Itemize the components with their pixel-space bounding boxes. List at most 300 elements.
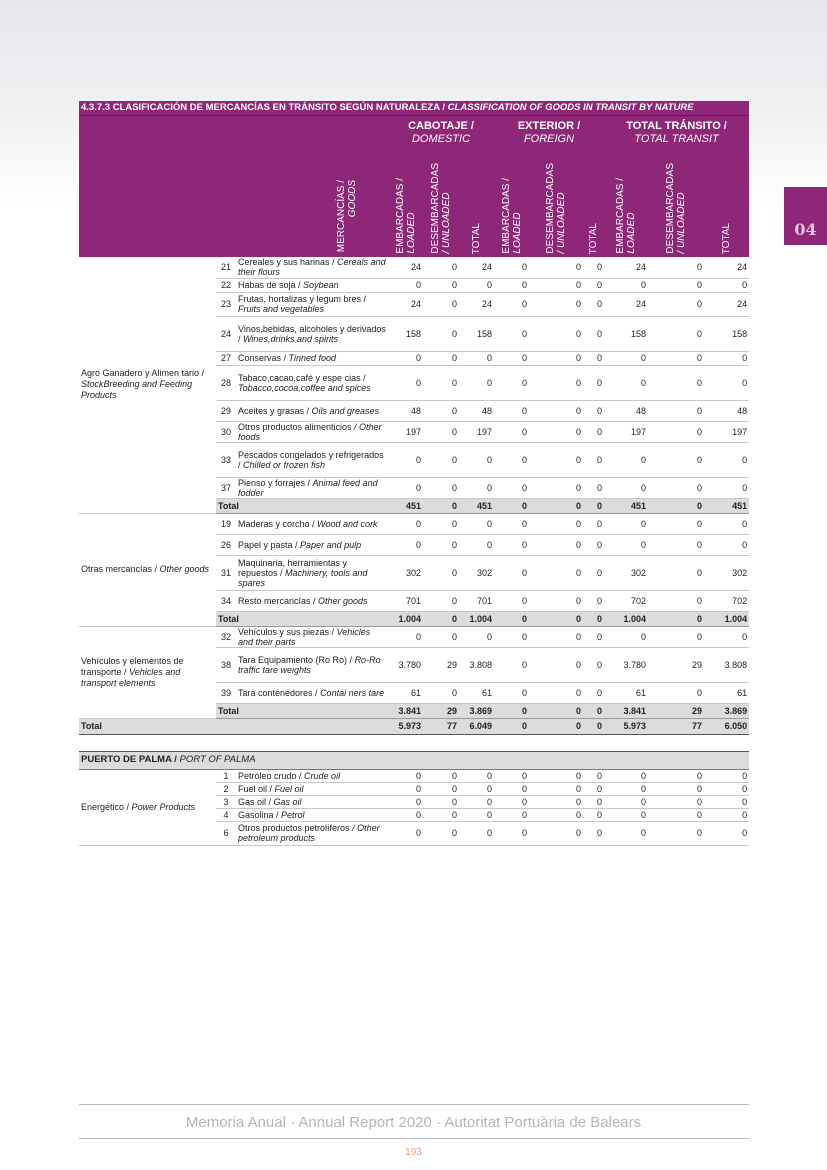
value-cell: 0 (648, 477, 704, 498)
value-cell: 0 (604, 351, 648, 365)
table-title-row (79, 101, 749, 116)
value-cell: 0 (604, 442, 648, 477)
value-cell: 1.004 (604, 611, 648, 626)
value-cell: 0 (529, 400, 583, 421)
goods-description: Papel y pasta / Paper and pulp (236, 534, 388, 555)
goods-description: Aceites y grasas / Oils and greases (236, 400, 388, 421)
value-cell: 0 (648, 626, 704, 647)
value-cell: 0 (704, 351, 749, 365)
value-cell: 0 (494, 795, 529, 808)
value-cell: 0 (494, 682, 529, 703)
value-cell: 0 (423, 513, 459, 534)
goods-description: Frutas, hortalizas y legum bres / Fruits and vegetables (236, 292, 388, 316)
value-cell: 0 (494, 442, 529, 477)
value-cell: 48 (388, 400, 423, 421)
value-cell: 0 (494, 400, 529, 421)
goods-description: Habas de soja / Soybean (236, 278, 388, 292)
value-cell: 451 (388, 498, 423, 513)
value-cell: 77 (648, 718, 704, 734)
goods-code: 19 (216, 513, 236, 534)
value-cell: 0 (423, 534, 459, 555)
col-dom-total: TOTAL (471, 222, 482, 254)
value-cell: 702 (704, 590, 749, 611)
subtotal-label: Total (216, 498, 388, 513)
value-cell: 0 (459, 477, 494, 498)
value-cell: 0 (423, 257, 459, 278)
group-foreign: EXTERIOR / FOREIGN (494, 116, 604, 151)
col-tot-loaded: EMBARCADAS / LOADED (615, 178, 637, 254)
subtotal-label: Total (216, 703, 388, 718)
value-cell: 0 (494, 718, 529, 734)
goods-code: 33 (216, 442, 236, 477)
goods-code: 30 (216, 421, 236, 442)
goods-description: Gas oil / Gas oil (236, 795, 388, 808)
port-palma-title-row (79, 751, 749, 769)
col-for-loaded: EMBARCADAS / LOADED (500, 178, 523, 254)
col-dom-unloaded: DESEMBARCADAS / UNLOADED (430, 163, 452, 254)
value-cell: 0 (648, 682, 704, 703)
goods-code: 2 (216, 782, 236, 795)
value-cell: 0 (648, 590, 704, 611)
table-row (79, 769, 749, 782)
value-cell: 0 (583, 718, 604, 734)
value-cell: 0 (494, 555, 529, 590)
value-cell: 0 (583, 795, 604, 808)
value-cell: 0 (423, 292, 459, 316)
value-cell: 0 (494, 611, 529, 626)
value-cell: 0 (648, 498, 704, 513)
value-cell: 0 (494, 808, 529, 821)
value-cell: 0 (529, 718, 583, 734)
value-cell: 0 (459, 626, 494, 647)
value-cell: 24 (459, 257, 494, 278)
value-cell: 0 (388, 278, 423, 292)
value-cell: 6.050 (704, 718, 749, 734)
value-cell: 0 (529, 477, 583, 498)
value-cell: 0 (704, 808, 749, 821)
value-cell: 302 (604, 555, 648, 590)
value-cell: 0 (459, 821, 494, 845)
col-for-total: TOTAL (588, 222, 599, 254)
value-cell: 0 (604, 278, 648, 292)
value-cell: 0 (529, 626, 583, 647)
value-cell: 0 (459, 278, 494, 292)
value-cell: 0 (583, 257, 604, 278)
goods-description: Pescados congelados y refrigerados / Chilled or frozen fish (236, 442, 388, 477)
value-cell: 0 (529, 795, 583, 808)
goods-description: Conservas / Tinned food (236, 351, 388, 365)
value-cell: 1.004 (388, 611, 423, 626)
value-cell: 0 (704, 278, 749, 292)
table-row (79, 513, 749, 534)
value-cell: 0 (423, 555, 459, 590)
value-cell: 24 (388, 257, 423, 278)
value-cell: 24 (459, 292, 494, 316)
value-cell: 0 (604, 821, 648, 845)
value-cell: 0 (648, 292, 704, 316)
value-cell: 0 (459, 795, 494, 808)
goods-description: Otros productos petrolíferos / Other petroleum products (236, 821, 388, 845)
value-cell: 0 (648, 795, 704, 808)
value-cell: 24 (704, 257, 749, 278)
goods-description: Maquinaria, herramientas y repuestos / Machinery, tools and spares (236, 555, 388, 590)
column-header-row (79, 150, 749, 257)
value-cell: 0 (648, 821, 704, 845)
category-label: Vehículos y elementos de transporte / Vehicles and transport elements (79, 626, 216, 718)
value-cell: 0 (494, 278, 529, 292)
value-cell: 0 (648, 365, 704, 400)
value-cell: 0 (494, 703, 529, 718)
value-cell: 0 (423, 477, 459, 498)
port-palma-title: PUERTO DE PALMA / PORT OF PALMA (79, 751, 749, 769)
goods-code: 32 (216, 626, 236, 647)
page-number: 193 (405, 1147, 422, 1158)
value-cell: 0 (494, 626, 529, 647)
footer-rule-bottom (79, 1138, 749, 1139)
goods-description: Cereales y sus harinas / Cereals and their flours (236, 257, 388, 278)
value-cell: 3.780 (388, 647, 423, 682)
value-cell: 0 (583, 351, 604, 365)
value-cell: 302 (704, 555, 749, 590)
value-cell: 701 (459, 590, 494, 611)
value-cell: 24 (704, 292, 749, 316)
value-cell: 0 (388, 477, 423, 498)
col-dom-loaded: EMBARCADAS / LOADED (394, 178, 417, 254)
value-cell: 0 (529, 316, 583, 351)
value-cell: 3.869 (704, 703, 749, 718)
footer-text: Memoria Anual · Annual Report 2020 · Autoritat Portuària de Balears (185, 1114, 642, 1131)
value-cell: 0 (388, 513, 423, 534)
value-cell: 0 (583, 682, 604, 703)
goods-description: Pienso y forrajes / Animal feed and fodder (236, 477, 388, 498)
goods-code: 29 (216, 400, 236, 421)
value-cell: 0 (529, 534, 583, 555)
value-cell: 0 (583, 292, 604, 316)
col-for-unloaded: DESEMBARCADAS / UNLOADED (545, 163, 567, 254)
table-row (79, 257, 749, 278)
category-label: Energético / Power Products (79, 769, 216, 845)
value-cell: 0 (459, 442, 494, 477)
category-label: Agro Ganadero y Alimen tario / StockBreeding and Feeding Products (79, 257, 216, 513)
value-cell: 0 (648, 257, 704, 278)
value-cell: 0 (494, 477, 529, 498)
value-cell: 0 (388, 534, 423, 555)
value-cell: 0 (459, 808, 494, 821)
value-cell: 0 (388, 626, 423, 647)
value-cell: 0 (704, 534, 749, 555)
value-cell: 0 (494, 421, 529, 442)
value-cell: 0 (423, 782, 459, 795)
value-cell: 0 (388, 821, 423, 845)
value-cell: 0 (423, 611, 459, 626)
value-cell: 0 (529, 703, 583, 718)
value-cell: 0 (583, 647, 604, 682)
value-cell: 0 (704, 626, 749, 647)
value-cell: 0 (583, 626, 604, 647)
value-cell: 0 (583, 513, 604, 534)
goods-code: 31 (216, 555, 236, 590)
value-cell: 0 (529, 647, 583, 682)
value-cell: 0 (494, 351, 529, 365)
goods-code: 6 (216, 821, 236, 845)
value-cell: 0 (648, 351, 704, 365)
value-cell: 5.973 (604, 718, 648, 734)
value-cell: 48 (704, 400, 749, 421)
value-cell: 0 (423, 795, 459, 808)
value-cell: 0 (583, 365, 604, 400)
goods-code: 1 (216, 769, 236, 782)
value-cell: 0 (423, 769, 459, 782)
goods-description: Otros productos alimenticios / Other foods (236, 421, 388, 442)
value-cell: 3.780 (604, 647, 648, 682)
spacer-row (79, 734, 749, 751)
value-cell: 197 (388, 421, 423, 442)
grand-total-label: Total (79, 718, 388, 734)
value-cell: 77 (423, 718, 459, 734)
value-cell: 0 (459, 365, 494, 400)
value-cell: 0 (648, 316, 704, 351)
value-cell: 61 (704, 682, 749, 703)
value-cell: 0 (529, 513, 583, 534)
value-cell: 0 (494, 769, 529, 782)
value-cell: 24 (604, 292, 648, 316)
chapter-number: 04 (794, 220, 817, 239)
value-cell: 1.004 (459, 611, 494, 626)
value-cell: 48 (604, 400, 648, 421)
value-cell: 0 (704, 442, 749, 477)
col-tot-total: TOTAL (721, 222, 733, 254)
value-cell: 0 (423, 498, 459, 513)
goods-description: Gasolina / Petrol (236, 808, 388, 821)
value-cell: 0 (583, 534, 604, 555)
value-cell: 0 (494, 292, 529, 316)
value-cell: 0 (529, 682, 583, 703)
value-cell: 0 (459, 534, 494, 555)
value-cell: 3.808 (459, 647, 494, 682)
subtotal-label: Total (216, 611, 388, 626)
value-cell: 3.808 (704, 647, 749, 682)
goods-code: 26 (216, 534, 236, 555)
value-cell: 0 (604, 626, 648, 647)
goods-code: 37 (216, 477, 236, 498)
value-cell: 0 (494, 821, 529, 845)
value-cell: 29 (648, 647, 704, 682)
value-cell: 61 (388, 682, 423, 703)
goods-description: Maderas y corcho / Wood and cork (236, 513, 388, 534)
footer-rule-top (79, 1104, 749, 1105)
goods-description: Tara contenedores / Contai ners tare (236, 682, 388, 703)
goods-code: 38 (216, 647, 236, 682)
value-cell: 29 (648, 703, 704, 718)
col-goods: MERCANCÍAS / GOODS (336, 179, 358, 252)
value-cell: 0 (423, 365, 459, 400)
value-cell: 0 (648, 808, 704, 821)
value-cell: 0 (423, 808, 459, 821)
value-cell: 0 (529, 769, 583, 782)
value-cell: 0 (704, 477, 749, 498)
value-cell: 302 (388, 555, 423, 590)
group-header-row (79, 116, 749, 151)
value-cell: 0 (604, 513, 648, 534)
goods-code: 4 (216, 808, 236, 821)
value-cell: 0 (648, 513, 704, 534)
value-cell: 0 (423, 400, 459, 421)
value-cell: 0 (459, 782, 494, 795)
value-cell: 451 (604, 498, 648, 513)
value-cell: 0 (459, 351, 494, 365)
value-cell: 197 (459, 421, 494, 442)
value-cell: 0 (529, 278, 583, 292)
value-cell: 0 (583, 703, 604, 718)
value-cell: 0 (529, 421, 583, 442)
value-cell: 0 (704, 795, 749, 808)
value-cell: 0 (704, 513, 749, 534)
value-cell: 1.004 (704, 611, 749, 626)
value-cell: 0 (529, 808, 583, 821)
value-cell: 197 (704, 421, 749, 442)
value-cell: 24 (604, 257, 648, 278)
value-cell: 0 (583, 477, 604, 498)
value-cell: 0 (494, 590, 529, 611)
value-cell: 0 (494, 365, 529, 400)
value-cell: 0 (423, 626, 459, 647)
value-cell: 0 (529, 292, 583, 316)
value-cell: 0 (648, 534, 704, 555)
value-cell: 158 (604, 316, 648, 351)
value-cell: 0 (423, 316, 459, 351)
goods-description: Tara Equipamiento (Ro Ro) / Ro-Ro traffic tare weights (236, 647, 388, 682)
value-cell: 0 (583, 498, 604, 513)
value-cell: 702 (604, 590, 648, 611)
value-cell: 0 (583, 555, 604, 590)
value-cell: 6.049 (459, 718, 494, 734)
value-cell: 0 (494, 782, 529, 795)
goods-description: Vinos,bebidas, alcoholes y derivados / Wines,drinks and spirits (236, 316, 388, 351)
category-label: Otras mercancías / Other goods (79, 513, 216, 626)
value-cell: 0 (388, 365, 423, 400)
value-cell: 0 (583, 808, 604, 821)
value-cell: 0 (604, 477, 648, 498)
value-cell: 0 (583, 442, 604, 477)
col-tot-unloaded: DESEMBARCADAS / UNLOADED (665, 163, 687, 254)
value-cell: 0 (423, 278, 459, 292)
value-cell: 0 (604, 769, 648, 782)
value-cell: 701 (388, 590, 423, 611)
value-cell: 0 (648, 442, 704, 477)
value-cell: 158 (388, 316, 423, 351)
value-cell: 0 (704, 365, 749, 400)
value-cell: 0 (604, 795, 648, 808)
value-cell: 0 (583, 821, 604, 845)
value-cell: 0 (704, 769, 749, 782)
value-cell: 3.841 (604, 703, 648, 718)
value-cell: 61 (459, 682, 494, 703)
goods-description: Vehículos y sus piezas / Vehicles and their parts (236, 626, 388, 647)
value-cell: 0 (583, 769, 604, 782)
value-cell: 0 (494, 316, 529, 351)
goods-code: 27 (216, 351, 236, 365)
value-cell: 61 (604, 682, 648, 703)
value-cell: 0 (704, 821, 749, 845)
value-cell: 0 (388, 808, 423, 821)
goods-code: 3 (216, 795, 236, 808)
value-cell: 29 (423, 703, 459, 718)
goods-code: 39 (216, 682, 236, 703)
value-cell: 0 (423, 421, 459, 442)
value-cell: 0 (423, 351, 459, 365)
value-cell: 0 (648, 555, 704, 590)
value-cell: 3.869 (459, 703, 494, 718)
value-cell: 0 (423, 442, 459, 477)
group-domestic: CABOTAJE / DOMESTIC (388, 116, 494, 151)
value-cell: 0 (583, 590, 604, 611)
value-cell: 0 (648, 421, 704, 442)
value-cell: 0 (423, 590, 459, 611)
value-cell: 158 (459, 316, 494, 351)
value-cell: 0 (704, 782, 749, 795)
value-cell: 0 (388, 769, 423, 782)
value-cell: 0 (529, 555, 583, 590)
value-cell: 0 (529, 442, 583, 477)
value-cell: 0 (583, 421, 604, 442)
value-cell: 0 (648, 769, 704, 782)
value-cell: 0 (388, 442, 423, 477)
goods-description: Tabaco,cacao,café y espe cias / Tobacco,cocoa,coffee and spices (236, 365, 388, 400)
value-cell: 0 (388, 351, 423, 365)
goods-description: Resto mercancías / Other goods (236, 590, 388, 611)
value-cell: 0 (583, 611, 604, 626)
value-cell: 0 (423, 682, 459, 703)
value-cell: 0 (604, 808, 648, 821)
value-cell: 0 (583, 278, 604, 292)
table-row (79, 626, 749, 647)
value-cell: 24 (388, 292, 423, 316)
value-cell: 3.841 (388, 703, 423, 718)
goods-code: 22 (216, 278, 236, 292)
goods-code: 34 (216, 590, 236, 611)
value-cell: 0 (529, 782, 583, 795)
chapter-tab (784, 187, 827, 245)
value-cell: 0 (604, 534, 648, 555)
value-cell: 0 (529, 365, 583, 400)
value-cell: 0 (604, 782, 648, 795)
value-cell: 0 (494, 498, 529, 513)
goods-code: 21 (216, 257, 236, 278)
value-cell: 451 (704, 498, 749, 513)
value-cell: 0 (388, 782, 423, 795)
value-cell: 0 (494, 647, 529, 682)
value-cell: 29 (423, 647, 459, 682)
value-cell: 158 (704, 316, 749, 351)
table-title: 4.3.7.3 CLASIFICACIÓN DE MERCANCÍAS EN TRÁNSITO SEGÚN NATURALEZA / CLASSIFICATION OF GOODS IN TRANSIT BY NATURE (79, 101, 749, 116)
value-cell: 0 (648, 611, 704, 626)
value-cell: 0 (388, 795, 423, 808)
grand-total-row (79, 718, 749, 734)
goods-description: Petróleo crudo / Crude oil (236, 769, 388, 782)
value-cell: 0 (459, 769, 494, 782)
value-cell: 0 (604, 365, 648, 400)
value-cell: 0 (583, 782, 604, 795)
value-cell: 0 (583, 316, 604, 351)
value-cell: 0 (494, 534, 529, 555)
value-cell: 0 (648, 278, 704, 292)
value-cell: 0 (648, 782, 704, 795)
goods-transit-table (79, 101, 749, 846)
value-cell: 0 (529, 257, 583, 278)
value-cell: 0 (529, 590, 583, 611)
value-cell: 0 (583, 400, 604, 421)
value-cell: 0 (423, 821, 459, 845)
